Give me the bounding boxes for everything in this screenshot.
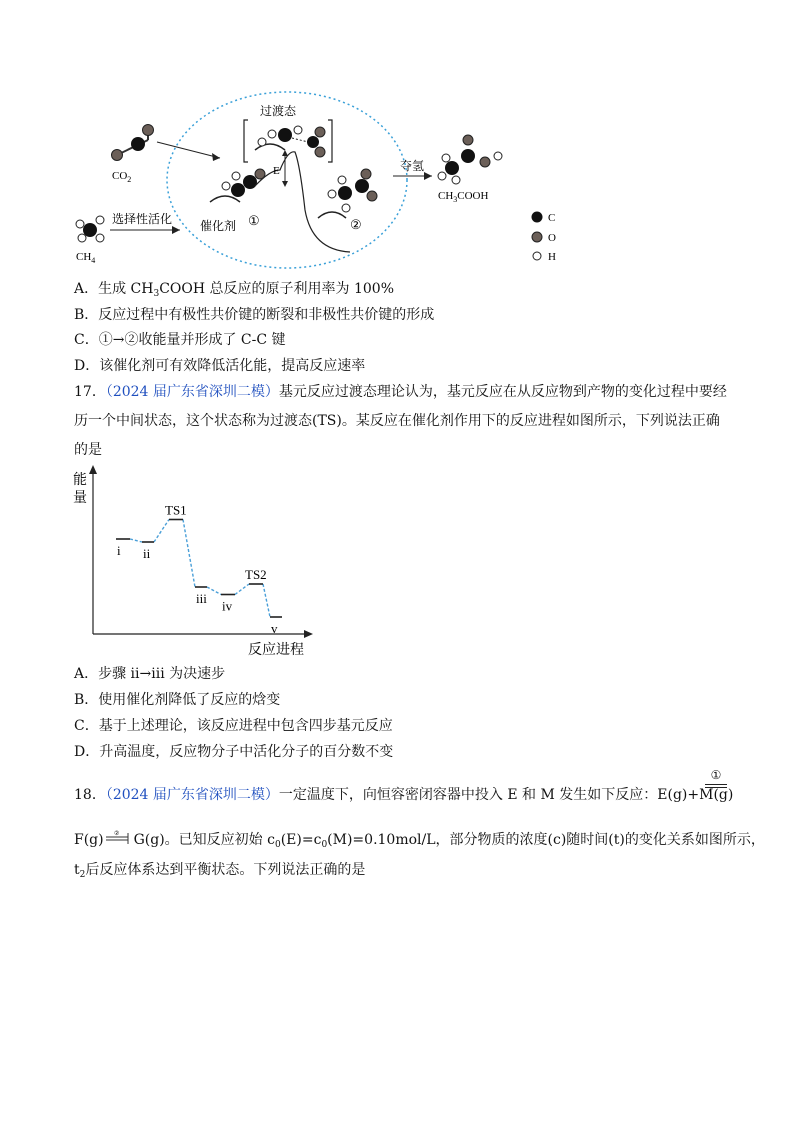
e-label: E bbox=[273, 165, 280, 177]
level-label-TS1: TS1 bbox=[165, 502, 187, 518]
co2-molecule bbox=[112, 125, 154, 161]
q18-stem-line2: F(g) ② G(g)。已知反应初始 $c_0(E)=c_0(M)=0.10mol/L$，部分物质的浓度(c)随时间(t)的变化关系如图所示， bbox=[74, 831, 765, 850]
y-axis-label-1: 能 bbox=[73, 473, 87, 488]
q17-number: 17． bbox=[74, 384, 106, 400]
q17-stem-line2: 历一个中间状态，这个状态称为过渡态(TS)。某反应在催化剂作用下的反应进程如图所示，下列说法正确 bbox=[74, 413, 720, 429]
energy-curve bbox=[255, 152, 350, 252]
level-label-i: i bbox=[117, 543, 121, 558]
svg-text:C: C bbox=[548, 212, 556, 224]
y-axis-label-2: 量 bbox=[73, 491, 87, 506]
level-label-v: v bbox=[271, 621, 278, 636]
ch4-label: $CH_4$ bbox=[76, 251, 96, 265]
connector-3 bbox=[183, 520, 195, 588]
q17-option-a: A．步骤 ii→iii 为决速步 bbox=[74, 666, 226, 682]
equilibrium-arrow-icon bbox=[104, 830, 134, 846]
level-label-iv: iv bbox=[222, 598, 233, 614]
q17-option-d: D．升高温度，反应物分子中活化分子的百分数不变 bbox=[74, 744, 394, 760]
energy-profile-chart bbox=[68, 462, 318, 662]
catalyst-site-1 bbox=[210, 169, 265, 202]
q17-source: （2024 届广东省深圳二模） bbox=[105, 384, 279, 400]
q18-number: 18． bbox=[74, 787, 106, 803]
q16-option-d: D．该催化剂可有效降低活化能，提高反应速率 bbox=[74, 358, 366, 374]
reaction-mechanism-figure bbox=[60, 90, 580, 275]
q17-stem-line3: 的是 bbox=[74, 442, 102, 458]
connector-4 bbox=[207, 587, 221, 595]
atom-legend bbox=[532, 212, 557, 264]
connector-6 bbox=[263, 584, 270, 617]
svg-text:O: O bbox=[548, 232, 556, 244]
q17-stem-line1: 17．（2024 届广东省深圳二模）基元反应过渡态理论认为，基元反应在从反应物到产物的变化过程中要经 bbox=[74, 384, 727, 400]
step1-label: ① bbox=[248, 213, 260, 228]
co2-label: $CO_2$ bbox=[112, 170, 132, 184]
svg-text:②: ② bbox=[113, 831, 119, 837]
svg-text:H: H bbox=[548, 251, 556, 263]
level-label-TS2: TS2 bbox=[245, 567, 267, 582]
catalyst-label: 催化剂 bbox=[200, 219, 237, 233]
ts-label: 过渡态 bbox=[260, 104, 297, 118]
product-label: $CH_3COOH$ bbox=[438, 190, 489, 204]
connector-2 bbox=[154, 520, 169, 543]
h-abstract-label: 夺氢 bbox=[400, 159, 425, 173]
acetic-acid-molecule bbox=[438, 135, 502, 184]
activation-label: 选择性活化 bbox=[112, 212, 173, 226]
transition-state-molecule bbox=[255, 126, 325, 157]
q18-source: （2024 届广东省深圳二模） bbox=[105, 787, 279, 803]
q18-stem-line3: $t_2$后反应体系达到平衡状态。下列说法正确的是 bbox=[74, 862, 366, 880]
q16-option-a: A．生成 $CH_3COOH$ 总反应的原子利用率为 100% bbox=[74, 281, 395, 299]
q16-option-b: B．反应过程中有极性共价键的断裂和非极性共价键的形成 bbox=[74, 307, 435, 323]
level-label-ii: ii bbox=[143, 546, 151, 561]
level-label-iii: iii bbox=[196, 591, 207, 606]
q18-stem-line1: 18．（2024 届广东省深圳二模）一定温度下，向恒容密闭容器中投入 E 和 M 发生如下反应：E(g)+M(g) bbox=[74, 787, 734, 803]
step2-label: ② bbox=[350, 217, 362, 232]
dotted-ellipse bbox=[167, 92, 407, 268]
x-axis-label: 反应进程 bbox=[248, 643, 304, 658]
ch4-molecule bbox=[76, 216, 104, 242]
connector-5 bbox=[235, 584, 249, 595]
intermediate-2 bbox=[318, 169, 377, 218]
equilibrium-arrow-top: ① bbox=[705, 768, 727, 802]
connector-1 bbox=[130, 539, 142, 542]
q16-option-c: C．①→②收能量并形成了 C-C 键 bbox=[74, 332, 286, 348]
q17-option-b: B．使用催化剂降低了反应的焓变 bbox=[74, 692, 281, 708]
q17-option-c: C．基于上述理论，该反应进程中包含四步基元反应 bbox=[74, 718, 393, 734]
